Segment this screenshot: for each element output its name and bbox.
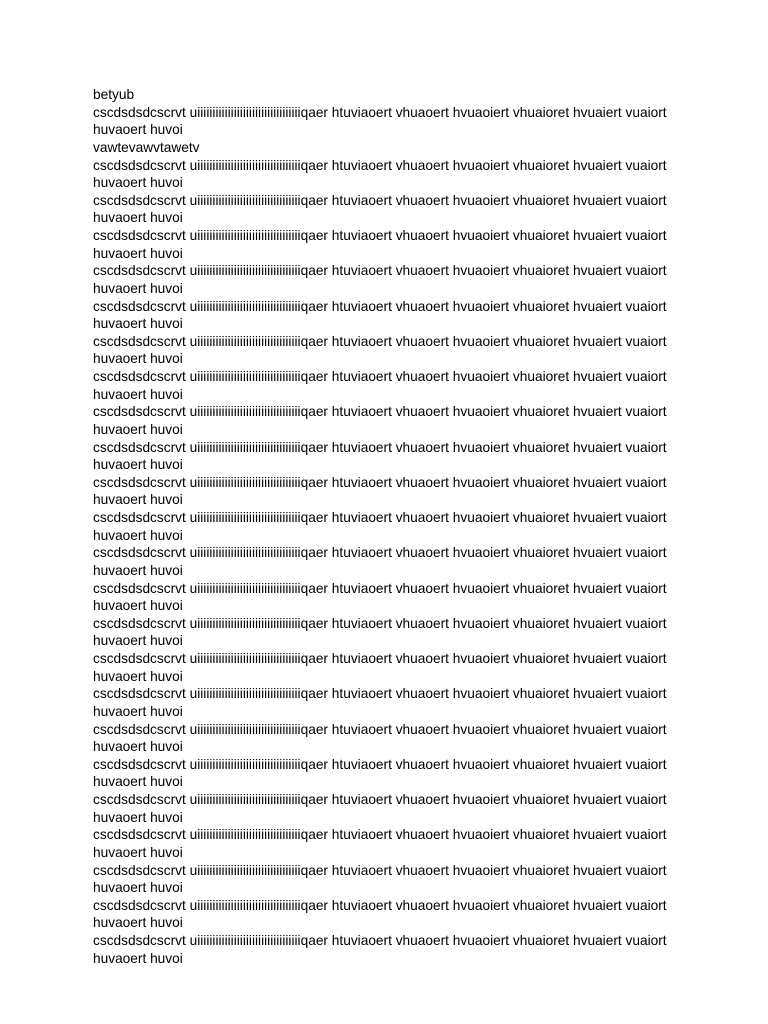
- text-line: cscdsdsdcscrvt uiiiiiiiiiiiiiiiiiiiiiiiiiiiiiiiiiiqaer htuviaoert vhuaoert hvuaoiert vhuaioret hvuaiert vuaiort: [93, 756, 667, 772]
- text-line: huvaoert huvoi: [93, 915, 183, 931]
- text-line: huvaoert huvoi: [93, 122, 183, 138]
- text-line: huvaoert huvoi: [93, 880, 183, 896]
- text-line: huvaoert huvoi: [93, 703, 183, 719]
- text-line: huvaoert huvoi: [93, 562, 183, 578]
- text-line: cscdsdsdcscrvt uiiiiiiiiiiiiiiiiiiiiiiiiiiiiiiiiiiqaer htuviaoert vhuaoert hvuaoiert vhuaioret hvuaiert vuaiort: [93, 615, 667, 631]
- text-line: cscdsdsdcscrvt uiiiiiiiiiiiiiiiiiiiiiiiiiiiiiiiiiiqaer htuviaoert vhuaoert hvuaoiert vhuaioret hvuaiert vuaiort: [93, 651, 667, 666]
- document-body: [93, 86, 693, 967]
- text-line: cscdsdsdcscrvt uiiiiiiiiiiiiiiiiiiiiiiiiiiiiiiiiiiqaer htuviaoert vhuaoert hvuaoiert vhuaioret hvuaiert vuaiort: [93, 439, 667, 455]
- text-line: cscdsdsdcscrvt uiiiiiiiiiiiiiiiiiiiiiiiiiiiiiiiiiiqaer htuviaoert vhuaoert hvuaoiert vhuaioret hvuaiert vuaiort: [93, 263, 667, 279]
- text-line: huvaoert huvoi: [93, 316, 183, 332]
- text-line: cscdsdsdcscrvt uiiiiiiiiiiiiiiiiiiiiiiiiiiiiiiiiiiqaer htuviaoert vhuaoert hvuaoiert vhuaioret hvuaiert vuaiort: [93, 404, 667, 420]
- text-line: cscdsdsdcscrvt uiiiiiiiiiiiiiiiiiiiiiiiiiiiiiiiiiiqaer htuviaoert vhuaoert hvuaoiert vhuaioret hvuaiert vuaiort: [93, 369, 667, 384]
- text-line: huvaoert huvoi: [93, 739, 183, 755]
- text-line: cscdsdsdcscrvt uiiiiiiiiiiiiiiiiiiiiiiiiiiiiiiiiiiqaer htuviaoert vhuaoert hvuaoiert vhuaioret hvuaiert vuaiort: [93, 474, 667, 490]
- text-line: cscdsdsdcscrvt uiiiiiiiiiiiiiiiiiiiiiiiiiiiiiiiiiiqaer htuviaoert vhuaoert hvuaoiert vhuaioret hvuaiert vuaiort: [93, 192, 667, 208]
- text-line: huvaoert huvoi: [93, 245, 183, 261]
- text-line: cscdsdsdcscrvt uiiiiiiiiiiiiiiiiiiiiiiiiiiiiiiiiiiqaer htuviaoert vhuaoert hvuaoiert vhuaioret hvuaiert vuaiort: [93, 333, 667, 349]
- text-line: cscdsdsdcscrvt uiiiiiiiiiiiiiiiiiiiiiiiiiiiiiiiiiiqaer htuviaoert vhuaoert hvuaoiert vhuaioret hvuaiert vuaiort: [93, 827, 667, 843]
- text-line: huvaoert huvoi: [93, 950, 183, 966]
- text-line: huvaoert huvoi: [93, 492, 183, 508]
- text-line: huvaoert huvoi: [93, 633, 183, 649]
- text-line: huvaoert huvoi: [93, 774, 183, 790]
- text-line: cscdsdsdcscrvt uiiiiiiiiiiiiiiiiiiiiiiiiiiiiiiiiiiqaer htuviaoert vhuaoert hvuaoiert vhuaioret hvuaiert vuaiort: [93, 686, 667, 702]
- text-line: huvaoert huvoi: [93, 421, 183, 437]
- text-line: huvaoert huvoi: [93, 844, 183, 860]
- text-line: cscdsdsdcscrvt uiiiiiiiiiiiiiiiiiiiiiiiiiiiiiiiiiiqaer htuviaoert vhuaoert hvuaoiert vhuaioret hvuaiert vuaiort: [93, 545, 667, 561]
- text-line: cscdsdsdcscrvt uiiiiiiiiiiiiiiiiiiiiiiiiiiiiiiiiiiqaer htuviaoert vhuaoert hvuaoiert vhuaioret hvuaiert vuaiort: [93, 298, 667, 314]
- text-line: cscdsdsdcscrvt uiiiiiiiiiiiiiiiiiiiiiiiiiiiiiiiiiiqaer htuviaoert vhuaoert hvuaoiert vhuaioret hvuaiert vuaiort: [93, 862, 667, 878]
- text-line-heading-1: betyub: [93, 87, 135, 102]
- text-line: cscdsdsdcscrvt uiiiiiiiiiiiiiiiiiiiiiiiiiiiiiiiiiiqaer htuviaoert vhuaoert hvuaoiert vhuaioret hvuaiert vuaiort: [93, 721, 667, 737]
- text-line: huvaoert huvoi: [93, 457, 183, 473]
- text-line: huvaoert huvoi: [93, 210, 183, 226]
- text-line: cscdsdsdcscrvt uiiiiiiiiiiiiiiiiiiiiiiiiiiiiiiiiiiqaer htuviaoert vhuaoert hvuaoiert vhuaioret hvuaiert vuaiort: [93, 510, 667, 525]
- text-line: huvaoert huvoi: [93, 598, 183, 614]
- text-line: huvaoert huvoi: [93, 280, 183, 296]
- text-line: huvaoert huvoi: [93, 527, 183, 543]
- text-line: cscdsdsdcscrvt uiiiiiiiiiiiiiiiiiiiiiiiiiiiiiiiiiiqaer htuviaoert vhuaoert hvuaoiert vhuaioret hvuaiert vuaiort: [93, 104, 667, 120]
- text-line: huvaoert huvoi: [93, 175, 183, 191]
- text-line: cscdsdsdcscrvt uiiiiiiiiiiiiiiiiiiiiiiiiiiiiiiiiiiqaer htuviaoert vhuaoert hvuaoiert vhuaioret hvuaiert vuaiort: [93, 897, 667, 913]
- text-line: huvaoert huvoi: [93, 351, 183, 367]
- text-line: huvaoert huvoi: [93, 809, 183, 825]
- text-line: cscdsdsdcscrvt uiiiiiiiiiiiiiiiiiiiiiiiiiiiiiiiiiiqaer htuviaoert vhuaoert hvuaoiert vhuaioret hvuaiert vuaiort: [93, 792, 667, 807]
- text-line: huvaoert huvoi: [93, 668, 183, 684]
- text-line: cscdsdsdcscrvt uiiiiiiiiiiiiiiiiiiiiiiiiiiiiiiiiiiqaer htuviaoert vhuaoert hvuaoiert vhuaioret hvuaiert vuaiort: [93, 228, 667, 243]
- text-line: cscdsdsdcscrvt uiiiiiiiiiiiiiiiiiiiiiiiiiiiiiiiiiiqaer htuviaoert vhuaoert hvuaoiert vhuaioret hvuaiert vuaiort: [93, 933, 667, 948]
- text-line: cscdsdsdcscrvt uiiiiiiiiiiiiiiiiiiiiiiiiiiiiiiiiiiqaer htuviaoert vhuaoert hvuaoiert vhuaioret hvuaiert vuaiort: [93, 580, 667, 596]
- text-line: huvaoert huvoi: [93, 386, 183, 402]
- text-line: cscdsdsdcscrvt uiiiiiiiiiiiiiiiiiiiiiiiiiiiiiiiiiiqaer htuviaoert vhuaoert hvuaoiert vhuaioret hvuaiert vuaiort: [93, 157, 667, 173]
- text-line-heading-2: vawtevawvtawetv: [93, 139, 200, 155]
